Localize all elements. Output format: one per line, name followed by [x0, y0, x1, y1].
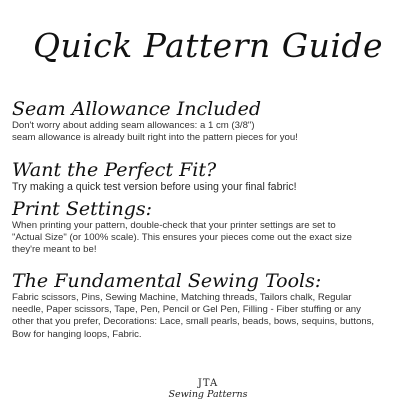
- body-line: seam allowance is already built right into the pattern pieces for you!: [12, 132, 298, 144]
- section-heading: Want the Perfect Fit?: [12, 159, 217, 181]
- section-heading: The Fundamental Sewing Tools:: [12, 270, 322, 292]
- body-line: Try making a quick test version before using your final fabric!: [12, 181, 297, 193]
- section-body: [12, 120, 408, 144]
- section-body: [12, 220, 408, 257]
- section-body: [12, 292, 408, 341]
- body-line: "Actual Size" (or 100% scale). This ensures your pieces come out the exact size: [12, 232, 352, 244]
- logo-monogram: JTA: [197, 378, 219, 389]
- body-line: they're meant to be!: [12, 244, 97, 256]
- section-perfect-fit: [12, 159, 408, 194]
- section-heading: Print Settings:: [12, 198, 153, 220]
- brand-logo: [168, 378, 248, 408]
- section-sewing-tools: [12, 270, 408, 341]
- section-seam-allowance: [12, 98, 408, 144]
- section-print-settings: [12, 198, 408, 257]
- body-line: needle, Paper scissors, Tape, Pen, Pencil or Gel Pen, Filling - Fiber stuffing or any: [12, 304, 361, 316]
- section-heading: Seam Allowance Included: [12, 98, 261, 120]
- section-body: [12, 181, 408, 194]
- body-line: Fabric scissors, Pins, Sewing Machine, Matching threads, Tailors chalk, Regular: [12, 292, 352, 303]
- body-line: Bow for hanging loops, Fabric.: [12, 328, 142, 340]
- page-title: Quick Pattern Guide: [32, 26, 384, 65]
- logo-wordmark: Sewing Patterns: [168, 389, 248, 400]
- body-line: Don't worry about adding seam allowances: a 1 cm (3/8"): [12, 120, 255, 131]
- body-line: When printing your pattern, double-check that your printer settings are set to: [12, 220, 336, 231]
- body-line: other that you prefer, Decorations: Lace, small pearls, beads, bows, sequins, buttons,: [12, 316, 375, 328]
